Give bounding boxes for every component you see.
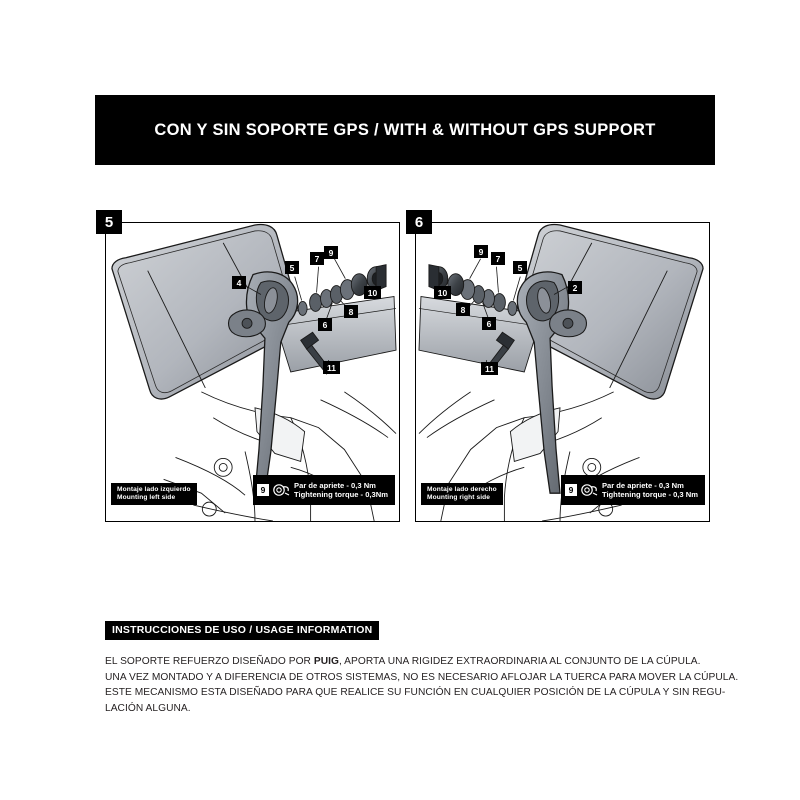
- instructions-line-1: [105, 654, 705, 670]
- callout-6: 6: [482, 317, 496, 330]
- callout-4: 4: [232, 276, 246, 289]
- mount-caption-es: Montaje lado izquierdo: [117, 486, 191, 494]
- callout-8: 8: [456, 303, 470, 316]
- page-title: CON Y SIN SOPORTE GPS / WITH & WITHOUT GPS SUPPORT: [154, 120, 656, 139]
- torque-wrench-icon: [580, 482, 598, 498]
- callout-6: 6: [318, 318, 332, 331]
- torque-part-number: 9: [565, 484, 577, 496]
- mount-side-caption-left: [111, 483, 197, 505]
- brand-name: PUIG: [313, 656, 339, 667]
- callout-2: 2: [568, 281, 582, 294]
- callout-9: 9: [474, 245, 488, 258]
- step-number-badge-6: 6: [406, 210, 432, 234]
- torque-text-left: [294, 481, 388, 499]
- torque-line-en: Tightening torque - 0,3 Nm: [601, 490, 698, 499]
- torque-line-es: Par de apriete - 0,3 Nm: [601, 480, 684, 490]
- torque-badge-left: [253, 475, 395, 505]
- torque-badge-right: [561, 475, 705, 505]
- torque-part-number: 9: [257, 484, 269, 496]
- callout-10: 10: [364, 286, 381, 299]
- callout-8: 8: [344, 305, 358, 318]
- instructions-line-4: LACIÓN ALGUNA.: [105, 702, 191, 714]
- callout-7: 7: [310, 252, 324, 265]
- header-banner: [95, 95, 715, 165]
- instructions-line-1-before: EL SOPORTE REFUERZO DISEÑADO POR: [105, 656, 314, 667]
- mount-side-caption-right: [421, 483, 503, 505]
- callout-10: 10: [434, 286, 451, 299]
- instructions-line-2: UNA VEZ MONTADO Y A DIFERENCIA DE OTROS SISTEMAS, NO ES NECESARIO AFLOJAR LA TUERCA PARA MOVER LA CÚPULA.: [105, 671, 739, 683]
- torque-line-en: Tightening torque - 0,3Nm: [294, 490, 388, 499]
- instructions-heading: INSTRUCCIONES DE USO / USAGE INFORMATION: [105, 621, 379, 640]
- instructions-block: [105, 620, 739, 716]
- callout-5: 5: [513, 261, 527, 274]
- callout-11: 11: [323, 361, 340, 374]
- torque-wrench-icon: [272, 482, 290, 498]
- callout-11: 11: [481, 362, 498, 375]
- mount-caption-en: Mounting right side: [427, 493, 491, 501]
- instructions-line-1-after: , APORTA UNA RIGIDEZ EXTRAORDINARIA AL CONJUNTO DE LA CÚPULA.: [338, 656, 701, 667]
- mount-caption-es: Montaje lado derecho: [427, 486, 497, 494]
- callout-5: 5: [285, 261, 299, 274]
- instructions-line-3: ESTE MECANISMO ESTA DISEÑADO PARA QUE REALICE SU FUNCIÓN EN CUALQUIER POSICIÓN DE LA CÚPULA Y SIN REGU-: [105, 687, 726, 698]
- callout-7: 7: [491, 252, 505, 265]
- mount-caption-en: Mounting left side: [117, 493, 176, 501]
- instructions-body: [105, 654, 739, 716]
- step-number-badge-5: 5: [96, 210, 122, 234]
- torque-text-right: [602, 481, 698, 499]
- step-panel-left: [105, 222, 400, 522]
- step-panel-right: [415, 222, 710, 522]
- callout-9: 9: [324, 246, 338, 259]
- torque-line-es: Par de apriete - 0,3 Nm: [294, 480, 376, 490]
